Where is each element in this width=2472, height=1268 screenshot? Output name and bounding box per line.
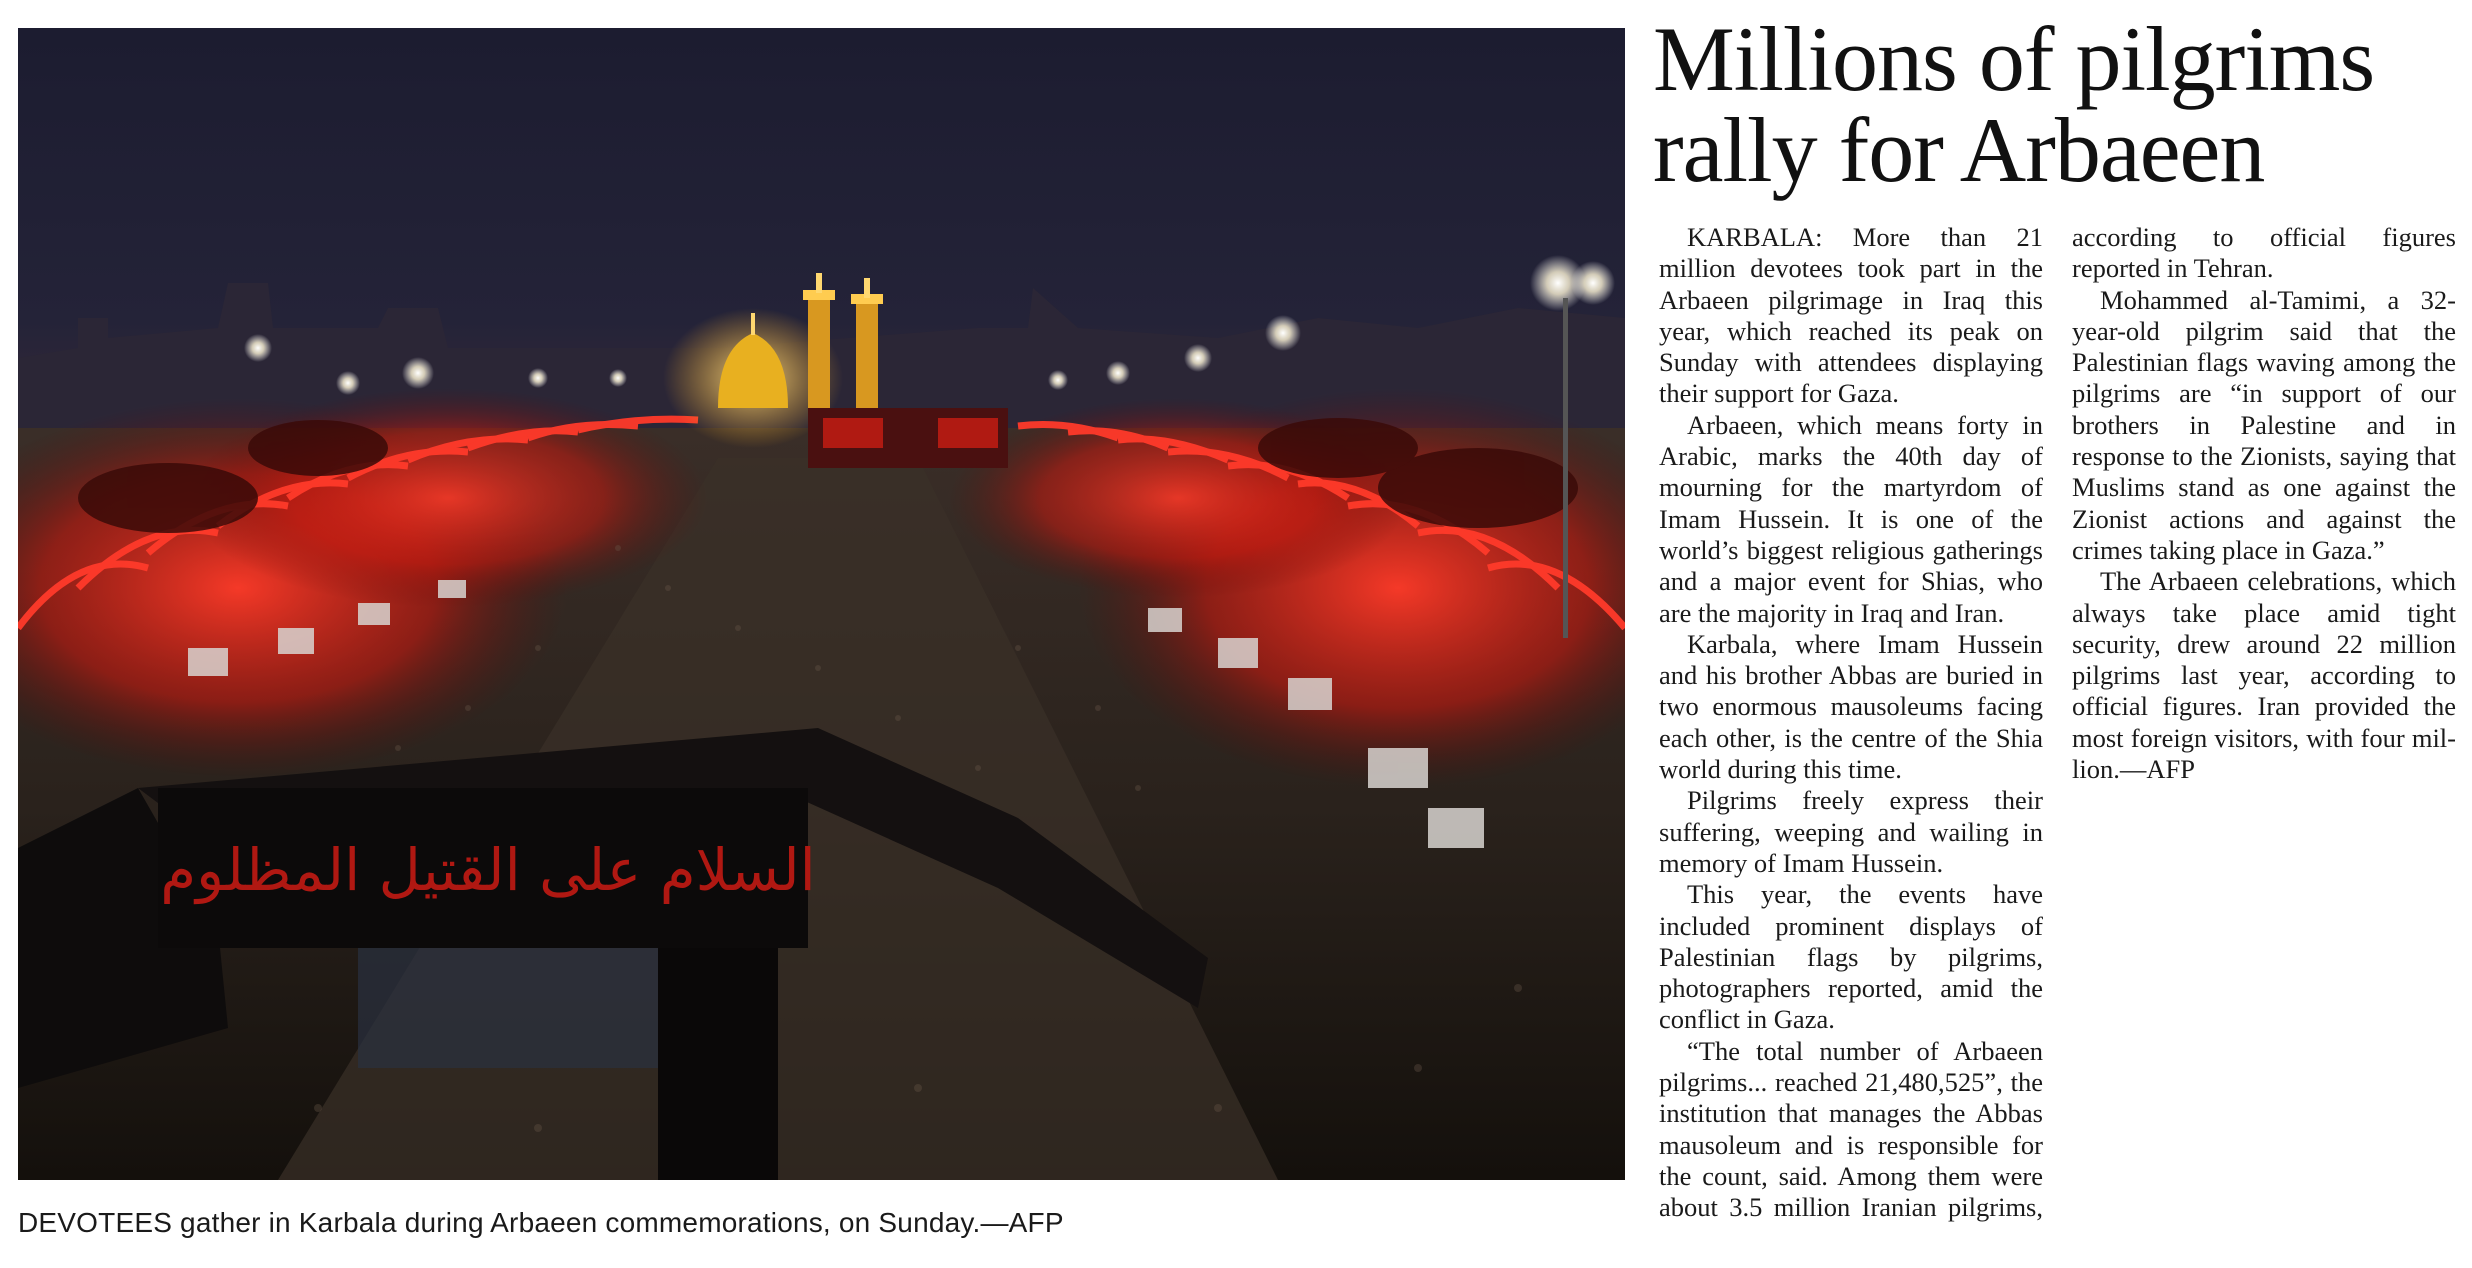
article-paragraph: KARBALA: More than 21 million devotees took part in the Arbaeen pilgrimage in Iraq this year, which reached its peak on Sunday with attendees displaying their support for Gaza. — [1659, 222, 2043, 409]
article-paragraph: Pilgrims freely express their suffering, weeping and wailing in memory of Imam Hussein. — [1659, 785, 2043, 878]
article-headline: Millions of pilgrims rally for Arbaeen — [1653, 8, 2375, 201]
karbala-night-scene — [18, 28, 1625, 1180]
article-paragraph: Mohammed al-Tamimi, a 32-year-old pilgrim said that the Palestinian flags waving among the pilgrims are “in support of our brothers in Palestine and in response to the Zionists, saying that Muslims stand as one against the Zionist actions and against the crimes taking place in Gaza.” — [2072, 284, 2456, 565]
article-paragraph: This year, the events have included prominent displays of Palestinian flags by pilgrims, photographers reported, amid the conflict in Gaza. — [1659, 879, 2043, 1035]
article-paragraph: Karbala, where Imam Hussein and his brother Abbas are buried in two enormous mausoleums facing each other, is the centre of the Shia world during this time. — [1659, 628, 2043, 785]
karbala-photo — [18, 28, 1625, 1180]
article-body — [1659, 222, 2456, 1252]
article-paragraph: “The total number of Arbaeen pilgrims... reached 21,480,525”, the institution that manages the Abbas mausoleum and is responsible for the count, said. Among them were about 3.5 million Iranian pilgrims, according to official figures reported in Tehran. — [1659, 222, 2456, 1223]
article-paragraph: Arbaeen, which means forty in Arabic, marks the 40th day of mourning for the martyrdom of Imam Hussein. It is one of the world’s biggest religious gatherings and a major event for Shias, who are the majority in Iraq and Iran. — [1659, 409, 2043, 628]
article-paragraph: The Arbaeen celebrations, which always take place amid tight security, drew around 22 million pilgrims last year, according to official figures. Iran provided the most foreign visitors, with four million.—AFP — [2072, 566, 2456, 785]
photo-caption: DEVOTEES gather in Karbala during Arbaeen commemorations, on Sunday.—AFP — [18, 1207, 1064, 1238]
arabic-banner-text: السلام على القتيل المظلوم — [160, 836, 816, 904]
